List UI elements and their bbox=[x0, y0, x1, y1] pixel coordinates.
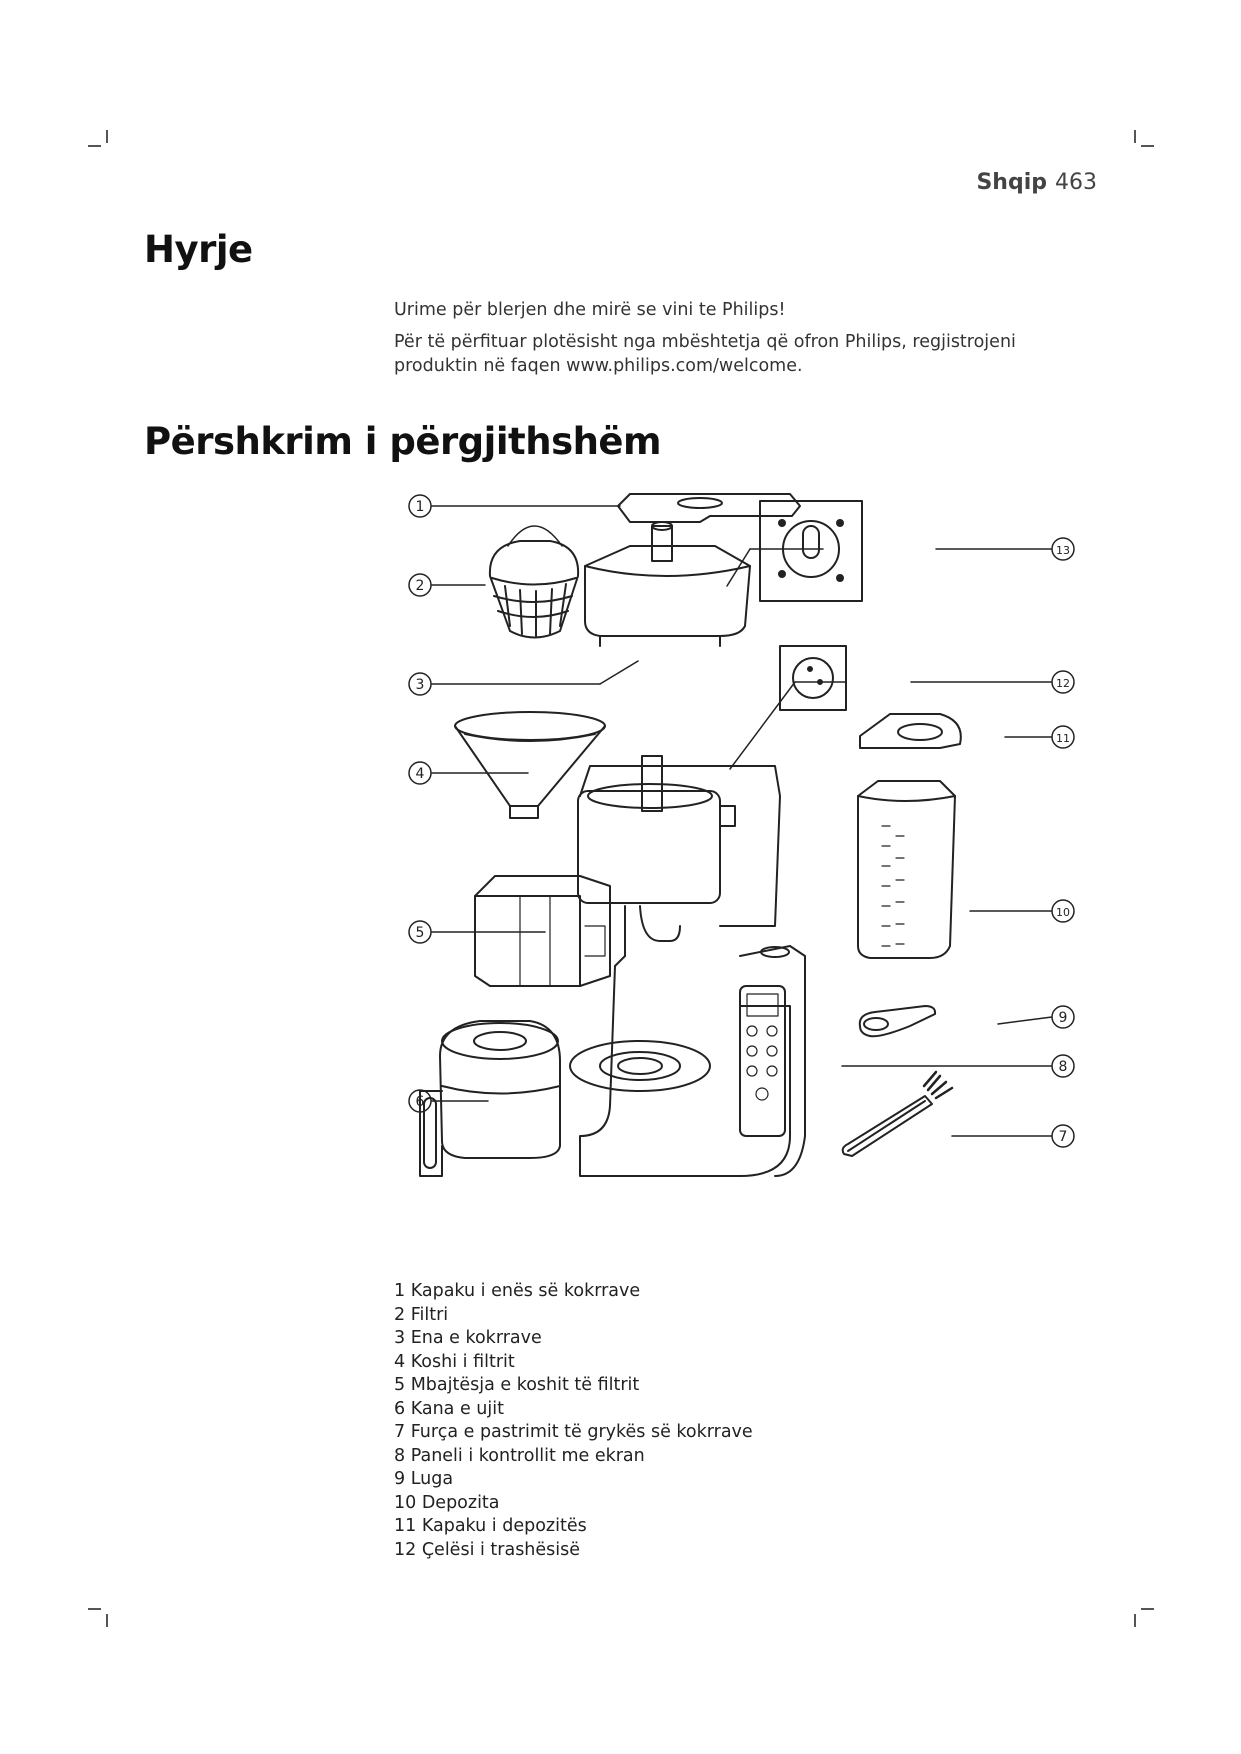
crop-mark-tr-h bbox=[1141, 145, 1154, 147]
cleaning-brush bbox=[843, 1072, 952, 1156]
part-item: 8 Paneli i kontrollit me ekran bbox=[394, 1445, 645, 1466]
callout-number: 1 bbox=[415, 499, 425, 515]
intro-title: Hyrje bbox=[144, 228, 253, 271]
part-item: 4 Koshi i filtrit bbox=[394, 1351, 515, 1372]
crop-mark-bl-v bbox=[106, 1614, 108, 1627]
crop-mark-br-h bbox=[1141, 1608, 1154, 1610]
coffee-machine-diagram bbox=[380, 486, 1110, 1231]
header-page-number: 463 bbox=[1055, 170, 1097, 195]
strength-knob-inset bbox=[780, 646, 846, 710]
leader-line-3b bbox=[600, 661, 638, 684]
callout-1 bbox=[409, 495, 431, 517]
callout-10 bbox=[1052, 900, 1074, 922]
callout-5 bbox=[409, 921, 431, 943]
leader-line-9 bbox=[998, 1017, 1052, 1024]
callout-number: 3 bbox=[415, 677, 425, 693]
callout-13 bbox=[1052, 538, 1074, 560]
callout-3 bbox=[409, 673, 431, 695]
parts-list bbox=[394, 1280, 753, 1562]
header-language: Shqip bbox=[976, 170, 1047, 195]
callout-number: 8 bbox=[1058, 1059, 1068, 1075]
crop-mark-bl-h bbox=[88, 1608, 101, 1610]
water-tank-lid bbox=[860, 714, 961, 748]
part-item: 11 Kapaku i depozitës bbox=[394, 1516, 587, 1536]
part-item: 2 Filtri bbox=[394, 1304, 449, 1325]
part-item: 7 Furça e pastrimit të grykës së kokrrave bbox=[394, 1422, 753, 1442]
crop-mark-tl-v bbox=[106, 130, 108, 143]
part-item: 5 Mbajtësja e koshit të filtrit bbox=[394, 1375, 640, 1395]
intro-text bbox=[394, 298, 1054, 386]
callout-2 bbox=[409, 574, 431, 596]
part-item: 1 Kapaku i enës së kokrrave bbox=[394, 1281, 641, 1301]
crop-mark-tr-v bbox=[1134, 130, 1136, 143]
filter-holder bbox=[475, 876, 610, 986]
bean-container-lid bbox=[618, 494, 800, 522]
callout-number: 11 bbox=[1056, 732, 1070, 745]
control-panel bbox=[740, 986, 785, 1136]
callout-number: 13 bbox=[1056, 544, 1070, 557]
intro-paragraph-2: Për të përfituar plotësisht nga mbështetja që ofron Philips, regjistrojeni produktin në faqen www.philips.com/welcome. bbox=[394, 332, 1016, 376]
callout-11 bbox=[1052, 726, 1074, 748]
part-item: 3 Ena e kokrrave bbox=[394, 1328, 542, 1348]
coffee-machine-body bbox=[570, 756, 805, 1176]
crop-mark-br-v bbox=[1134, 1614, 1136, 1627]
callout-number: 12 bbox=[1056, 677, 1070, 690]
callout-8 bbox=[1052, 1055, 1074, 1077]
intro-paragraph-1: Urime për blerjen dhe mirë se vini te Philips! bbox=[394, 300, 786, 320]
callout-number: 6 bbox=[415, 1094, 425, 1110]
carafe bbox=[420, 1021, 560, 1176]
leader-line-12c bbox=[730, 682, 795, 769]
callout-number: 9 bbox=[1058, 1010, 1068, 1026]
part-item: 10 Depozita bbox=[394, 1492, 500, 1513]
callout-number: 2 bbox=[415, 578, 425, 594]
part-item: 9 Luga bbox=[394, 1469, 454, 1489]
water-tank bbox=[858, 781, 955, 958]
bean-container bbox=[585, 522, 750, 646]
page-header bbox=[976, 170, 1097, 195]
filter-basket bbox=[455, 712, 605, 818]
callout-9 bbox=[1052, 1006, 1074, 1028]
callout-number: 7 bbox=[1058, 1129, 1068, 1145]
callout-7 bbox=[1052, 1125, 1074, 1147]
callout-number: 4 bbox=[415, 766, 425, 782]
measuring-scoop bbox=[860, 1006, 935, 1036]
callout-number: 5 bbox=[415, 925, 425, 941]
callout-number: 10 bbox=[1056, 906, 1070, 919]
part-item: 12 Çelësi i trashësisë bbox=[394, 1539, 581, 1560]
callout-4 bbox=[409, 762, 431, 784]
filter bbox=[490, 526, 578, 638]
callout-12 bbox=[1052, 671, 1074, 693]
crop-mark-tl-h bbox=[88, 145, 101, 147]
overview-title: Përshkrim i përgjithshëm bbox=[144, 420, 662, 463]
part-item: 6 Kana e ujit bbox=[394, 1398, 504, 1419]
